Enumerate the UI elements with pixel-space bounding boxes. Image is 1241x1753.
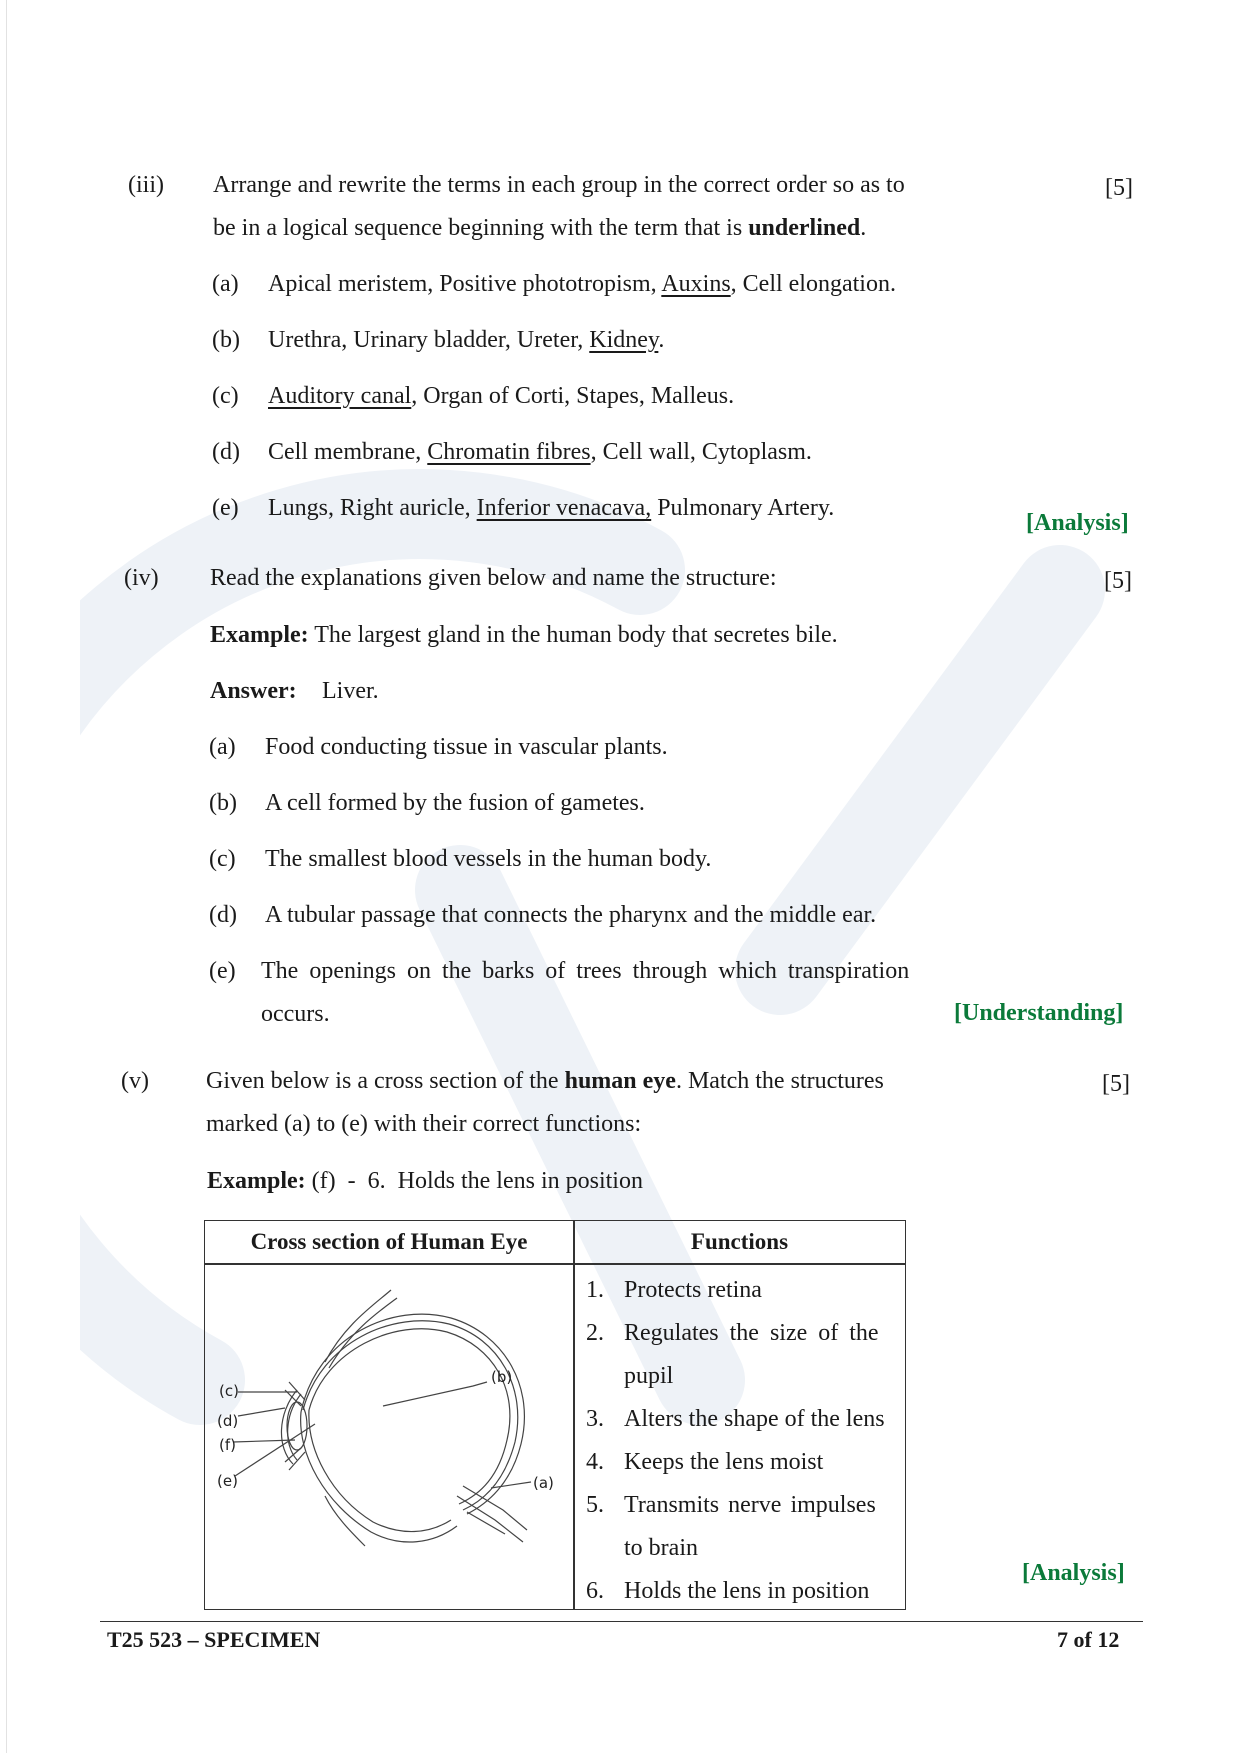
table-header-diagram: Cross section of Human Eye [250,1229,528,1254]
q3-line1: Arrange and rewrite the terms in each group in the correct order so as to [213,172,905,198]
q4-answer-label: Answer: [210,678,297,704]
q4-answer [210,678,379,705]
q3-item-label: (e) [212,495,239,521]
q3-item-label: (d) [212,439,240,465]
q5-line1-text: Given below is a cross section of the [206,1068,565,1094]
q3-item-c [212,383,734,410]
q3-item-underlined: Chromatin fibres [427,439,591,465]
q4-item-text: The smallest blood vessels in the human body. [265,846,712,872]
q4-item-label: (a) [209,734,236,760]
function-item-3 [586,1406,885,1433]
q3-item-label: (c) [212,383,239,409]
q4-example [210,622,838,649]
q3-item-post: , Cell wall, Cytoplasm. [590,439,812,465]
function-text: Keeps the lens moist [624,1449,824,1475]
q4-number: (iv) [124,565,159,591]
q5-example-text: (f) - 6. Holds the lens in position [311,1168,643,1194]
q4-item-label: (b) [209,790,237,816]
diagram-label-e: (e) [217,1472,238,1490]
q4-item-e [209,958,909,985]
q5-line1-end: . Match the structures [675,1068,884,1094]
q4-item-e-cont: occurs. [261,1001,330,1027]
function-text: Holds the lens in position [624,1578,870,1604]
diagram-label-f: (f) [219,1436,236,1454]
q3-skill-tag: [Analysis] [1026,510,1129,536]
q4-item-b [209,790,645,817]
q4-item-text: A tubular passage that connects the pharynx and the middle ear. [265,902,877,928]
function-item-5-cont: to brain [624,1535,698,1561]
function-number: 6. [586,1578,604,1604]
function-text: Transmits nerve impulses [624,1492,876,1518]
q3-item-underlined: Inferior venacava, [476,495,652,521]
q4-intro: Read the explanations given below and name the structure: [210,565,777,591]
q3-line2 [213,215,866,242]
q4-skill-tag: [Understanding] [954,1000,1124,1026]
q3-item-post: , Organ of Corti, Stapes, Malleus. [411,383,735,409]
q3-line2-end: . [860,215,867,241]
diagram-label-b: (b) [491,1368,513,1386]
q3-item-label: (b) [212,327,240,353]
function-text: Alters the shape of the lens [624,1406,885,1432]
q4-item-c [209,846,711,873]
q5-example [207,1168,643,1195]
q5-marks: [5] [1102,1071,1130,1097]
q3-line2-bold: underlined [748,215,861,241]
q3-item-pre: Lungs, Right auricle, [268,495,477,521]
function-item-1 [586,1277,762,1304]
q5-line1 [206,1068,884,1095]
q5-line1-bold: human eye [564,1068,676,1094]
function-item-5 [586,1492,876,1519]
q3-item-underlined: Auxins [661,271,731,297]
diagram-label-a: (a) [533,1474,554,1492]
q4-item-text: The openings on the barks of trees through which transpiration [261,958,910,984]
table-header-functions: Functions [690,1229,789,1254]
q4-item-text: A cell formed by the fusion of gametes. [265,790,645,816]
q3-item-pre: Urethra, Urinary bladder, Ureter, [268,327,590,353]
footer-rule [100,1621,1143,1622]
function-text: Protects retina [624,1277,762,1303]
table-column-divider [573,1221,575,1609]
footer-code: T25 523 – SPECIMEN [107,1627,321,1652]
q3-item-post: . [658,327,665,353]
function-text: Regulates the size of the [624,1320,879,1346]
q4-answer-text: Liver. [322,678,379,704]
q3-item-d [212,439,812,466]
function-number: 4. [586,1449,604,1475]
q3-item-underlined: Kidney [589,327,659,353]
q3-item-e [212,495,834,522]
q3-item-underlined: Auditory canal [268,383,412,409]
function-number: 3. [586,1406,604,1432]
q4-item-a [209,734,668,761]
human-eye-diagram [205,1264,571,1609]
q4-marks: [5] [1104,568,1132,594]
q4-item-label: (d) [209,902,237,928]
margin-line [6,0,7,1753]
q3-item-a [212,271,896,298]
diagram-label-c: (c) [219,1382,239,1400]
q3-item-pre: Cell membrane, [268,439,428,465]
diagram-label-d: (d) [217,1412,239,1430]
q3-item-post: Pulmonary Artery. [651,495,835,521]
q4-example-text: The largest gland in the human body that secretes bile. [314,622,838,648]
q3-item-label: (a) [212,271,239,297]
q3-item-b [212,327,664,354]
q5-skill-tag: [Analysis] [1022,1560,1125,1586]
function-item-6 [586,1578,869,1605]
q4-item-text: Food conducting tissue in vascular plants. [265,734,668,760]
q3-marks: [5] [1105,175,1133,201]
q4-example-label: Example: [210,622,309,648]
q4-item-d [209,902,876,929]
q4-item-label: (c) [209,846,236,872]
function-item-2 [586,1320,879,1347]
page-number: 7 of 12 [1057,1627,1120,1652]
q5-line2: marked (a) to (e) with their correct functions: [206,1111,642,1137]
q5-number: (v) [121,1068,149,1094]
function-item-4 [586,1449,823,1476]
q5-example-label: Example: [207,1168,306,1194]
function-number: 2. [586,1320,604,1346]
function-number: 1. [586,1277,604,1303]
function-number: 5. [586,1492,604,1518]
function-item-2-cont: pupil [624,1363,674,1389]
q4-item-label: (e) [209,958,236,984]
q3-item-pre: Apical meristem, Positive phototropism, [268,271,662,297]
q3-line2-text: be in a logical sequence beginning with the term that is [213,215,749,241]
q3-number: (iii) [128,172,164,198]
q3-item-post: , Cell elongation. [730,271,896,297]
eye-function-table [204,1220,906,1610]
